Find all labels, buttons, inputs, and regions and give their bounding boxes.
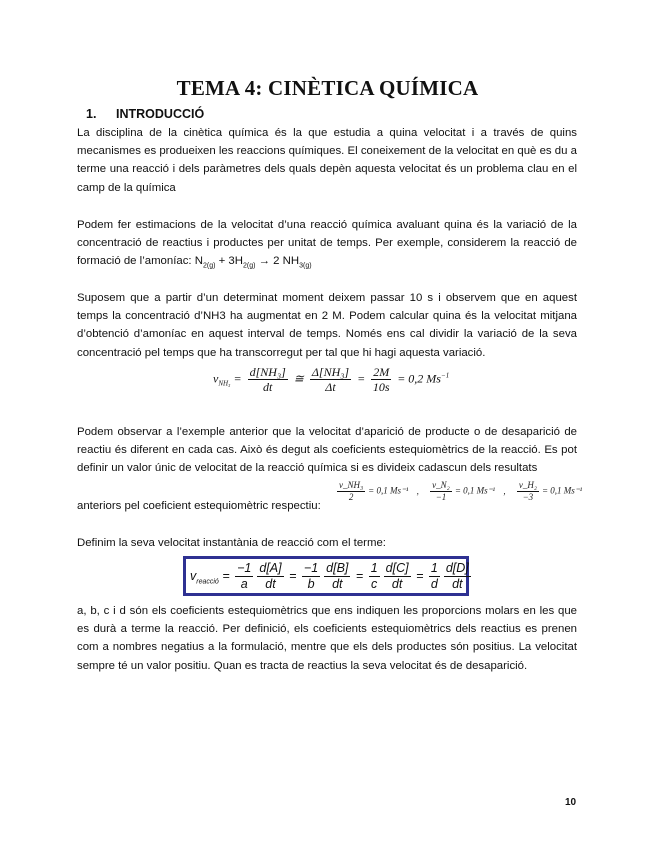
- eq2-c-num: v_H₂: [518, 480, 537, 490]
- equation-normalized-rates: [334, 480, 582, 503]
- eq3-equals-a: =: [289, 568, 297, 583]
- eq1-fraction-delta: [310, 365, 351, 394]
- eq3-lhs: v: [190, 568, 197, 583]
- equation-instantaneous-rate: [183, 556, 469, 596]
- eq2-a-den: 2: [348, 492, 354, 502]
- eq2-separator-1: ,: [416, 485, 419, 496]
- eq1-result-sup: −1: [440, 371, 450, 380]
- eq1-f1-num: d[NH₃]: [249, 365, 286, 379]
- equation-average-rate: [213, 365, 449, 394]
- eq3-equals-b: =: [355, 568, 364, 583]
- eq1-f2-den: Δt: [325, 380, 336, 394]
- eq3-t3-dt: dt: [391, 577, 403, 591]
- reaction-nh3-sub: 3(g): [299, 262, 312, 270]
- eq3-t2-dt: dt: [332, 577, 343, 591]
- eq3-t4-den: d: [430, 577, 438, 591]
- eq2-fraction-h2: [517, 480, 539, 503]
- eq3-deriv-a: [257, 561, 283, 592]
- eq3-coef-d: [429, 561, 440, 592]
- paragraph-stoichiometry-end: anteriors pel coeficient estequiomètric respectiu:: [77, 500, 321, 512]
- reaction-n2-sub: 2(g): [203, 262, 216, 270]
- eq1-approx: ≅: [293, 371, 304, 386]
- reaction-h2: + 3H: [215, 255, 243, 268]
- paragraph-intro: La disciplina de la cinètica química és la que estudia a quina velocitat i a través de quins mecanismes es produeixen les reaccions químiques. El coneixement de la velocitat en què es du a terme una reacció i dels paràmetres dels quals depèn aquesta velocitat és un problema clau en el camp de la química: [77, 127, 577, 194]
- reaction-nh3: → 2 NH: [255, 255, 300, 268]
- eq1-lhs-sub: NH₃: [218, 379, 231, 388]
- reaction-equation: [194, 255, 312, 270]
- eq3-deriv-c: [384, 561, 411, 592]
- page-title: TEMA 4: CINÈTICA QUÍMICA: [176, 76, 479, 100]
- paragraph-estimation-text: Podem fer estimacions de la velocitat d’una reacció química avaluant quina és la variació de la concentració de reactius i productes per unitat de temps. Per exemple, considerem la reacció de formació de l’amoníac:: [77, 219, 577, 268]
- eq3-deriv-b: [324, 561, 350, 592]
- reaction-h2-sub: 2(g): [243, 262, 256, 270]
- eq1-result: = 0,2 Ms: [397, 371, 441, 386]
- eq3-coef-b: [302, 561, 320, 592]
- paragraph-stoichiometry: Podem observar a l’exemple anterior que la velocitat d’aparició de producte o de desaparició de reactiu és diferent en cada cas. Això és degut als coeficients estequiomètrics de la reacció. Es pot definir un valor únic de velocitat de la reacció química si es divideix cadascun dels resultats: [77, 426, 577, 475]
- eq3-t3-den: c: [371, 577, 378, 591]
- paragraph-estimation: [77, 216, 577, 276]
- eq3-t2-den: b: [307, 577, 315, 591]
- section-title: INTRODUCCIÓ: [116, 107, 205, 121]
- eq1-f3-den: 10s: [372, 380, 390, 394]
- eq3-coef-c: [369, 561, 380, 592]
- eq1-lhs: v: [213, 371, 219, 386]
- eq3-t4-dt: dt: [452, 577, 463, 591]
- eq3-t1-d: d[A]: [259, 561, 282, 575]
- eq3-t1-num: −1: [237, 561, 252, 575]
- eq3-t3-d: d[C]: [385, 561, 409, 575]
- eq2-c-result: = 0,1 Ms⁻¹: [541, 485, 583, 496]
- paragraph-definition: Definim la seva velocitat instantània de reacció com el terme:: [77, 537, 386, 549]
- section-heading: [86, 107, 204, 121]
- eq3-t4-num: 1: [430, 561, 438, 575]
- section-number: 1.: [86, 107, 97, 121]
- eq1-f3-num: 2M: [373, 365, 390, 379]
- paragraph-coefficients: a, b, c i d són els coeficients estequiomètrics que ens indiquen les proporcions molars en les que es durà a terme la reacció. Per definició, els coeficients estequiomètrics dels reactius es prenen com a nombres negatius a la formulació, mentre que els dels productes són positius. La velocitat sempre té un valor positiu. Quan es tracta de reactius la seva velocitat és de desaparició.: [77, 605, 577, 672]
- eq3-t4-d: d[D]: [445, 561, 469, 575]
- eq3-coef-a: [235, 561, 253, 592]
- eq3-t2-num: −1: [303, 561, 319, 575]
- eq3-t3-num: 1: [370, 561, 378, 575]
- reaction-n2: N: [194, 255, 203, 268]
- eq2-fraction-n2: [430, 480, 452, 503]
- eq2-b-result: = 0,1 Ms⁻¹: [454, 485, 496, 496]
- eq3-t1-dt: dt: [265, 577, 276, 591]
- eq1-fraction-values: [371, 365, 391, 394]
- eq2-b-num: v_N₂: [432, 480, 450, 490]
- eq3-t1-den: a: [240, 577, 248, 591]
- eq1-f2-num: Δ[NH₃]: [311, 365, 350, 379]
- eq2-fraction-nh3: [337, 480, 365, 503]
- eq2-b-den: −1: [435, 492, 447, 502]
- paragraph-example: Suposem que a partir d’un determinat moment deixem passar 10 s i observem que en aquest temps la concentració d’NH3 ha augmentat en 2 M. Podem calcular quina és la velocitat mitjana d’obtenció d’amoníac en aquest interval de temps. Només ens cal dividir la variació de la seva concentració pel temps que ha transcorregut per tal que hi hagi aquesta variació.: [77, 292, 577, 359]
- eq3-deriv-d: [444, 561, 471, 592]
- eq1-fraction-derivative: [248, 365, 288, 394]
- eq3-t2-d: d[B]: [326, 561, 349, 575]
- eq3-equals-c: =: [416, 568, 424, 583]
- eq1-equals: =: [233, 371, 242, 386]
- eq1-f1-den: dt: [263, 380, 273, 394]
- page-number: 10: [565, 797, 577, 808]
- eq2-c-den: −3: [522, 492, 534, 502]
- eq2-a-num: v_NH₃: [339, 480, 364, 490]
- eq3-equals: =: [222, 568, 230, 583]
- eq2-separator-2: ,: [503, 485, 506, 496]
- eq2-a-result: = 0,1 Ms⁻¹: [368, 485, 409, 496]
- eq1-equals-2: =: [357, 371, 366, 386]
- eq3-lhs-sub: reacció: [196, 578, 219, 586]
